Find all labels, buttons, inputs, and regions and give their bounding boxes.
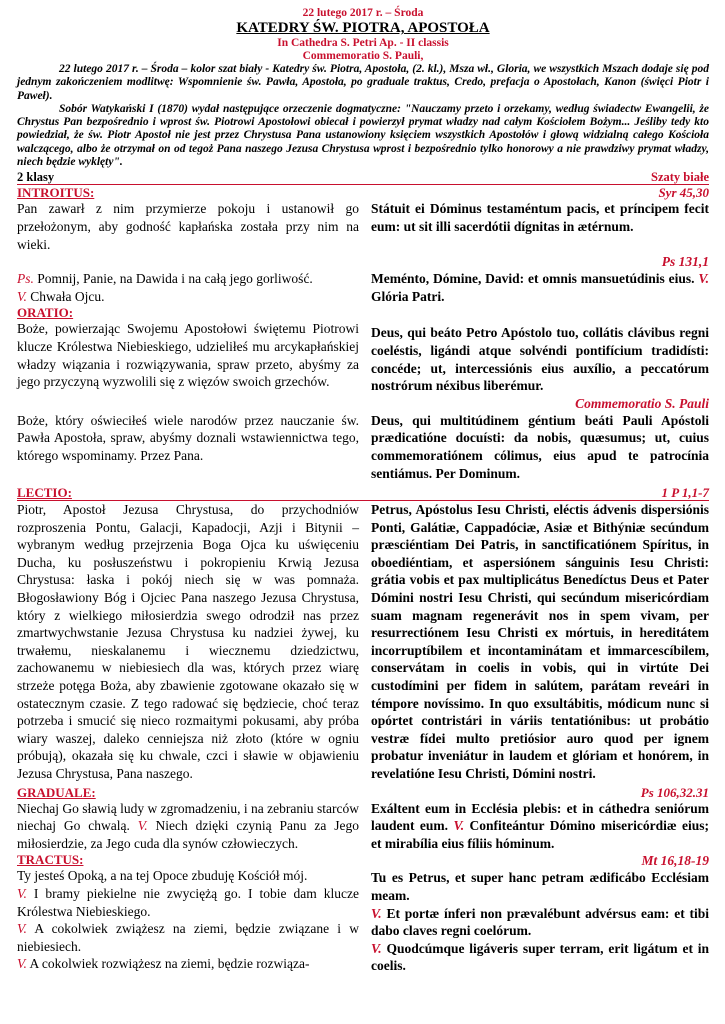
page-title: KATEDRY ŚW. PIOTRA, APOSTOŁA	[236, 20, 490, 36]
tractus-pl-3: A cokolwiek zwiążesz na ziemi, będzie związane i w niebiesiech.	[17, 921, 359, 954]
tractus-la	[371, 852, 709, 975]
tractus-label: TRACTUS:	[17, 852, 84, 868]
oratio-la-1: Deus, qui beáto Petro Apóstolo tuo, collátis clávibus regni coeléstis, ligándi atque solvéndi pontifícium tradidísti: concéde; ut, intercessiónis eius auxílio, a peccatórum nostrórum néxibus liberémur.	[371, 325, 709, 394]
introitus-label: INTROITUS:	[17, 185, 95, 201]
commemoratio-ref: Commemoratio S. Pauli	[575, 395, 709, 411]
graduale-la-2: Confiteántur Dómino misericórdiæ eius; et mirabília eius fíliis hóminum.	[371, 818, 710, 851]
tractus-pl	[17, 852, 359, 975]
oratio-la-2: Deus, qui multitúdinem géntium beáti Pauli Apóstoli prædicatióne docuísti: da nobis, quæsumus; ut, cuius commemoratiónem cólimus, eius apud te patrocínia sentiámus. Per Dominum.	[371, 412, 709, 481]
lectio-ref: 1 P 1,1-7	[661, 485, 709, 501]
lectio-pl: Piotr, Apostoł Jezusa Chrystusa, do przychodniów rozproszenia Pontu, Galacji, Kapadocji, Azji i Bitynii – wybranym według przejrzenia Boga Ojca ku uświęceniu Ducha, ku posłuszeństwu i pokropieniu Krwią Jezusa Chrystusa: łaska i pokój niech się w was pomnaża. Błogosławiony Bóg i Ojciec Pana naszego Jezusa Chrystusa, który z wielkiego miłosierdzia swego odrodził nas przez zmartwychwstanie Jezusa Chrystusa ku nadziei żywej, ku trwałemu, nieskalanemu i wiecznemu dziedzictwu, zachowanemu w niebiesiech dla was, których przez wiarę strzeże potęga Boża, aby zbawienie zgotowane okazało się w ostatecznym czasie. Z tego radować się będziecie, choć teraz potrzeba i smucić się nieco rozmaitymi pokusami, aby próba wiary waszej, daleko cenniejsza niż złoto (które w ogniu próbują), okazała się ku chwale, czci i sławie w objawieniu Jezusa Chrystusa, Pana naszego.	[17, 502, 359, 781]
introitus-ref: Syr 45,30	[658, 185, 709, 201]
spacer	[17, 253, 359, 270]
graduale-row	[17, 800, 709, 853]
graduale-pl-1: Niechaj Go sławią ludy w zgromadzeniu, i na zebraniu starców niechaj Go chwalą.	[17, 800, 359, 834]
versicle-marker: V.	[17, 885, 27, 901]
intro-paragraph-2: Sobór Watykański I (1870) wydał następujące orzeczenie dogmatyczne: "Nauczamy przeto i orzekamy, według świadectw Ewangelii, że Chrystus Pan bezpośrednio i wprost św. Piotrowi Apostołowi obiecał i powierzył prymat władzy nad całym Kościołem Bożym... Jeśliby tedy kto powiedział, że św. Piotr Apostoł nie jest przez Chrystusa Pana ustanowiony księciem wszystkich Apostołów i głową widzialną całego Kościoła walczącego, albo że otrzymał on od tegoż Pana naszego Jezusa Chrystusa wprost i bezpośrednio tylko honorowy a nie prawdziwy prymat władzy, niech będzie wyklęty".	[17, 102, 709, 169]
lectio-heading	[17, 485, 709, 501]
introitus-row-1	[17, 200, 709, 253]
oratio-pl-2-wrap	[17, 412, 359, 482]
tractus-row	[17, 852, 709, 975]
lectio-row	[17, 501, 709, 783]
versicle-marker: V.	[17, 288, 27, 304]
intro-paragraph-1: 22 lutego 2017 r. – Środa – kolor szat biały - Katedry św. Piotra, Apostoła, (2. kl.), Msza wł., Gloria, we wszystkich Mszach dodaje się pod jednym zakończeniem modlitwę: Wspomnienie św. Pawła, Apostoła, po graduale traktus, Credo, prefacja o Apostołach, Kanon (święci Piotr i Paweł).	[17, 63, 709, 102]
oratio-heading	[17, 305, 709, 320]
tractus-pl-1: Ty jesteś Opoką, a na tej Opoce zbuduję Kościół mój.	[17, 868, 308, 884]
versicle-marker: V.	[698, 271, 709, 287]
versicle-marker: V.	[371, 940, 382, 956]
latin-title: In Cathedra S. Petri Ap. - II classis	[277, 37, 449, 49]
graduale-la-1: Exáltent eum in Ecclésia plebis: et in cáthedra seniórum laudent eum.	[371, 800, 709, 834]
oratio-pl-2: Boże, który oświeciłeś wiele narodów przez nauczanie św. Pawła Apostoła, spraw, abyśmy doznali wstawiennictwa tego, którego wspominamy. Przez Pana.	[17, 412, 359, 463]
graduale-pl	[17, 800, 359, 853]
graduale-heading	[17, 785, 709, 800]
oratio-row-1	[17, 320, 709, 411]
oratio-la-1-wrap	[371, 320, 709, 411]
introitus-heading	[17, 185, 709, 200]
versicle-marker: V.	[137, 818, 148, 834]
ps-marker: Ps.	[17, 271, 34, 287]
introitus-la-1: Státuit ei Dóminus testaméntum pacis, et príncipem fecit eum: ut sit illi sacerdótii dígnitas in ætérnum.	[371, 201, 709, 234]
graduale-la	[371, 800, 709, 853]
introitus-la-2	[371, 253, 709, 305]
oratio-row-2	[17, 412, 709, 482]
introitus-pl-1: Pan zawarł z nim przymierze pokoju i ustanowił go przełożonym, aby godność kapłańska została przy nim na wieki.	[17, 201, 359, 252]
introitus-pl-2	[17, 253, 359, 305]
vestment-color-label: Szaty białe	[651, 170, 709, 185]
oratio-label: ORATIO:	[17, 305, 74, 321]
class-line	[17, 170, 709, 185]
introitus-ps-ref: Ps 131,1	[661, 254, 709, 270]
commemoratio-header: Commemoratio S. Pauli,	[302, 50, 424, 62]
tractus-la-2: Et portæ ínferi non prævalébunt advérsus eam: et tibi dabo claves regni coelórum.	[371, 905, 710, 939]
tractus-heading	[17, 852, 359, 867]
lectio-label: LECTIO:	[17, 485, 72, 501]
oratio-pl-1: Boże, powierzając Swojemu Apostołowi świętemu Piotrowi klucze Królestwa Niebieskiego, udzieliłeś mu arcykapłańskiej władzy wiązania i rozwiązywania, spraw przeto, abyśmy za jego przyczyną wyzwolili się z więzów swoich grzechów.	[17, 321, 359, 390]
tractus-pl-4: A cokolwiek rozwiążesz na ziemi, będzie rozwiąza-	[29, 956, 310, 972]
tractus-la-1: Tu es Petrus, et super hanc petram ædificábo Ecclésiam meam.	[371, 870, 709, 903]
graduale-pl-2: Niech dzięki czynią Panu za Jego miłosierdzie, za Jego cuda dla synów człowieczych.	[17, 818, 360, 851]
introitus-gloria-la: Glória Patri.	[371, 288, 445, 304]
graduale-ref: Ps 106,32.31	[640, 784, 709, 800]
lectio-la: Petrus, Apóstolus Iesu Christi, eléctis ádvenis dispersiónis Ponti, Galátiæ, Cappadóciæ, Asiæ et Bithýniæ secúndum præsciéntiam Dei Patris, in sanctificatiónem Spíritus, in oboediéntiam, et aspersiónem sánguinis Iesu Christi: grátia vobis et pax multiplicátus Benedíctus Deus et Pater Dómini nostri Iesu Christi, qui secúndum misericórdiam suam magnam regenerávit nos in spem vivam, per resurrectiónem Iesu Christi ex mórtuis, in hereditátem incorruptíbilem et incontaminátam et immarcescíbilem, conservátam in coelis in vobis, qui in virtúte Dei custodímini per fidem in salútem, parátam reveári in témpore novíssimo. In quo exsultábitis, módicum nunc si opórtet contristári in váriis tentatiónibus: ut probátio vestræ fídei multo pretiósior auro quod per ignem probatur inveniátur in laudem et glóriam et honórem, in revelatióne Iesu Christi, Dómini nostri.	[371, 502, 709, 781]
klasy-label: 2 klasy	[17, 170, 55, 185]
tractus-pl-2: I bramy piekielne nie zwyciężą go. I tobie dam klucze Królestwa Niebieskiego.	[17, 885, 360, 919]
introitus-gloria-pl: Chwała Ojcu.	[30, 288, 105, 304]
introitus-row-2	[17, 253, 709, 305]
versicle-marker: V.	[17, 956, 27, 972]
graduale-label: GRADUALE:	[17, 784, 96, 800]
versicle-marker: V.	[371, 905, 382, 921]
versicle-marker: V.	[453, 818, 465, 834]
versicle-marker: V.	[17, 921, 27, 937]
tractus-ref: Mt 16,18-19	[641, 853, 709, 869]
introitus-ps-la: Meménto, Dómine, David: et omnis mansuetúdinis eius.	[371, 271, 695, 287]
page	[17, 0, 709, 975]
tractus-la-3: Quodcúmque ligáveris super terram, erit ligátum et in coelis.	[371, 940, 710, 974]
header-date: 22 lutego 2017 r. – Środa	[302, 7, 424, 19]
introitus-ps-pl: Pomnij, Panie, na Dawida i na całą jego gorliwość.	[37, 271, 313, 287]
